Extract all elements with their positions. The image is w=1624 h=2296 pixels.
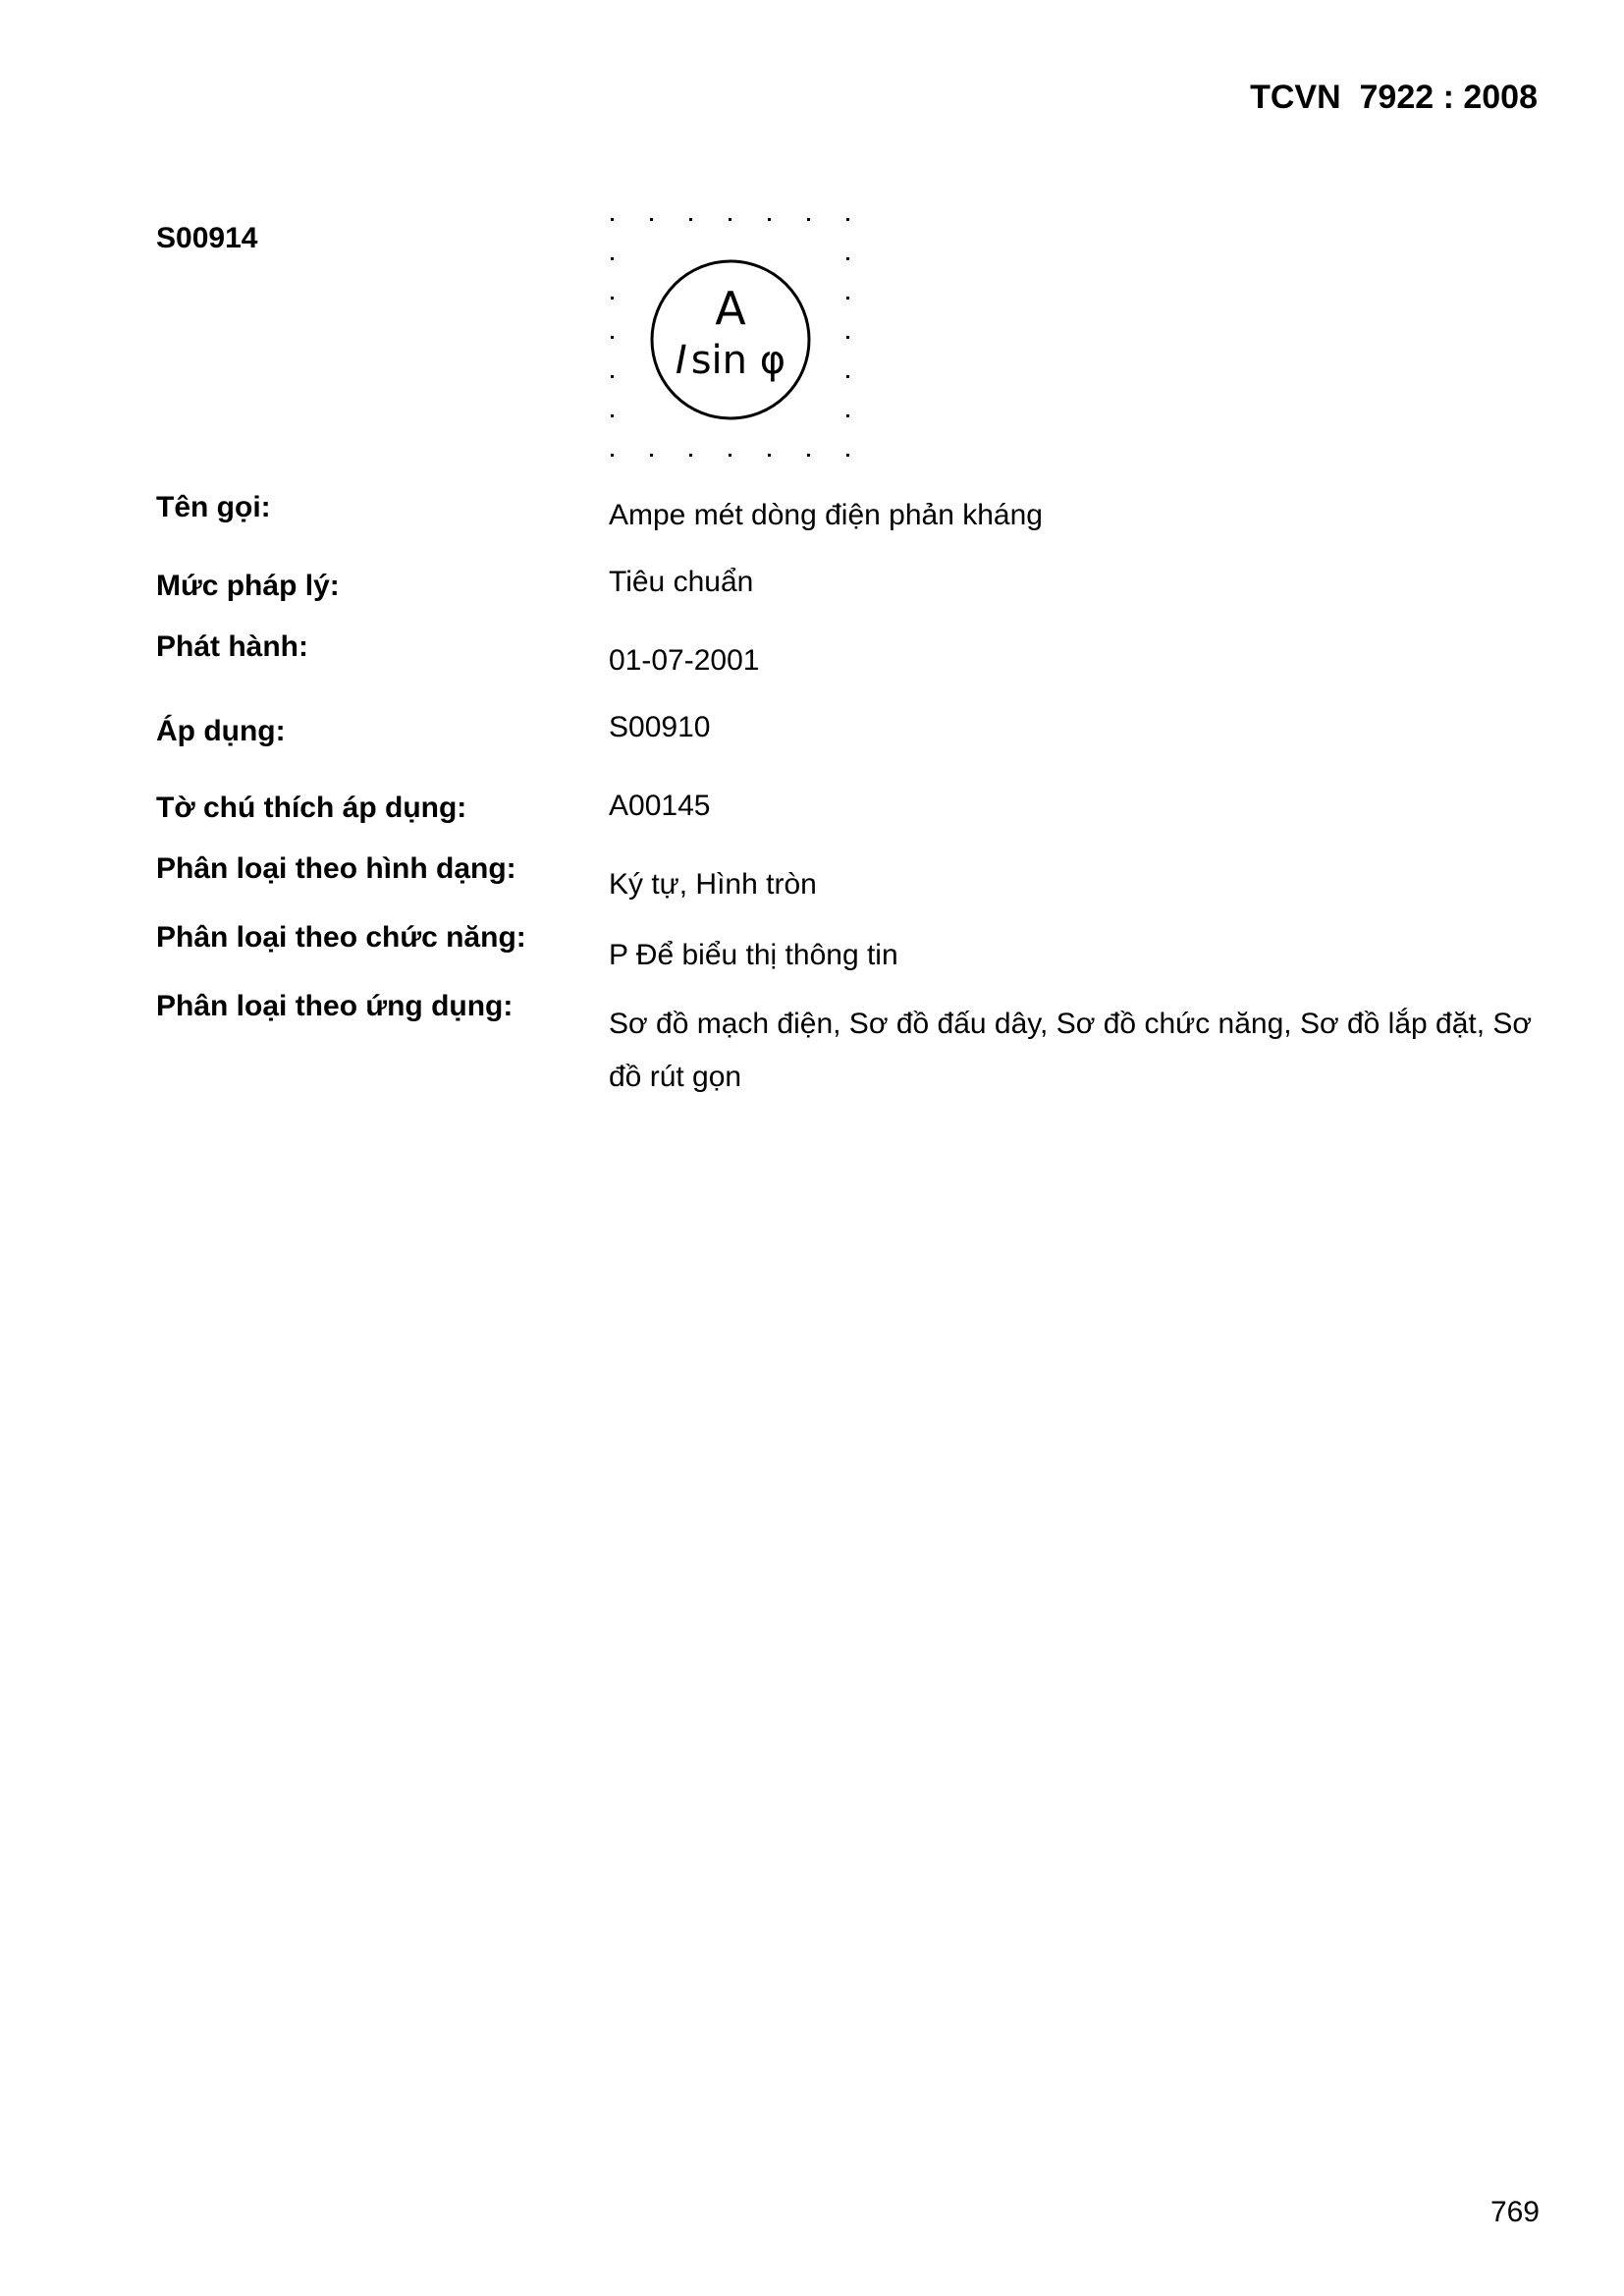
symbol-code: S00914 <box>156 222 258 254</box>
field-value: P Để biểu thị thông tin <box>609 939 898 971</box>
ammeter-symbol-icon <box>607 214 858 465</box>
field-value: Sơ đồ mạch điện, Sơ đồ đấu dây, Sơ đồ chức năng, Sơ đồ lắp đặt, Sơ đồ rút gọn <box>609 1008 1533 1093</box>
field-value: 01-07-2001 <box>609 644 760 677</box>
symbol-formula: I sin φ <box>675 338 786 383</box>
page-number: 769 <box>1489 2196 1540 2228</box>
standard-number: TCVN 7922 : 2008 <box>1250 79 1538 116</box>
field-value: Ký tự, Hình tròn <box>609 868 817 901</box>
field-label: Mức pháp lý: <box>156 570 340 602</box>
symbol-figure <box>607 214 858 465</box>
field-value: Tiêu chuẩn <box>609 566 754 598</box>
symbol-letter: A <box>715 282 746 335</box>
field-label: Tờ chú thích áp dụng: <box>156 792 467 824</box>
field-label: Phân loại theo hình dạng: <box>156 852 516 885</box>
field-label: Phân loại theo ứng dụng: <box>156 990 514 1022</box>
field-label: Tên gọi: <box>156 491 271 523</box>
field-value: S00910 <box>609 711 711 743</box>
field-label: Phân loại theo chức năng: <box>156 921 526 954</box>
field-value: Ampe mét dòng điện phản kháng <box>609 499 1043 531</box>
field-label: Áp dụng: <box>156 715 286 747</box>
field-label: Phát hành: <box>156 630 308 663</box>
field-value: A00145 <box>609 790 711 822</box>
